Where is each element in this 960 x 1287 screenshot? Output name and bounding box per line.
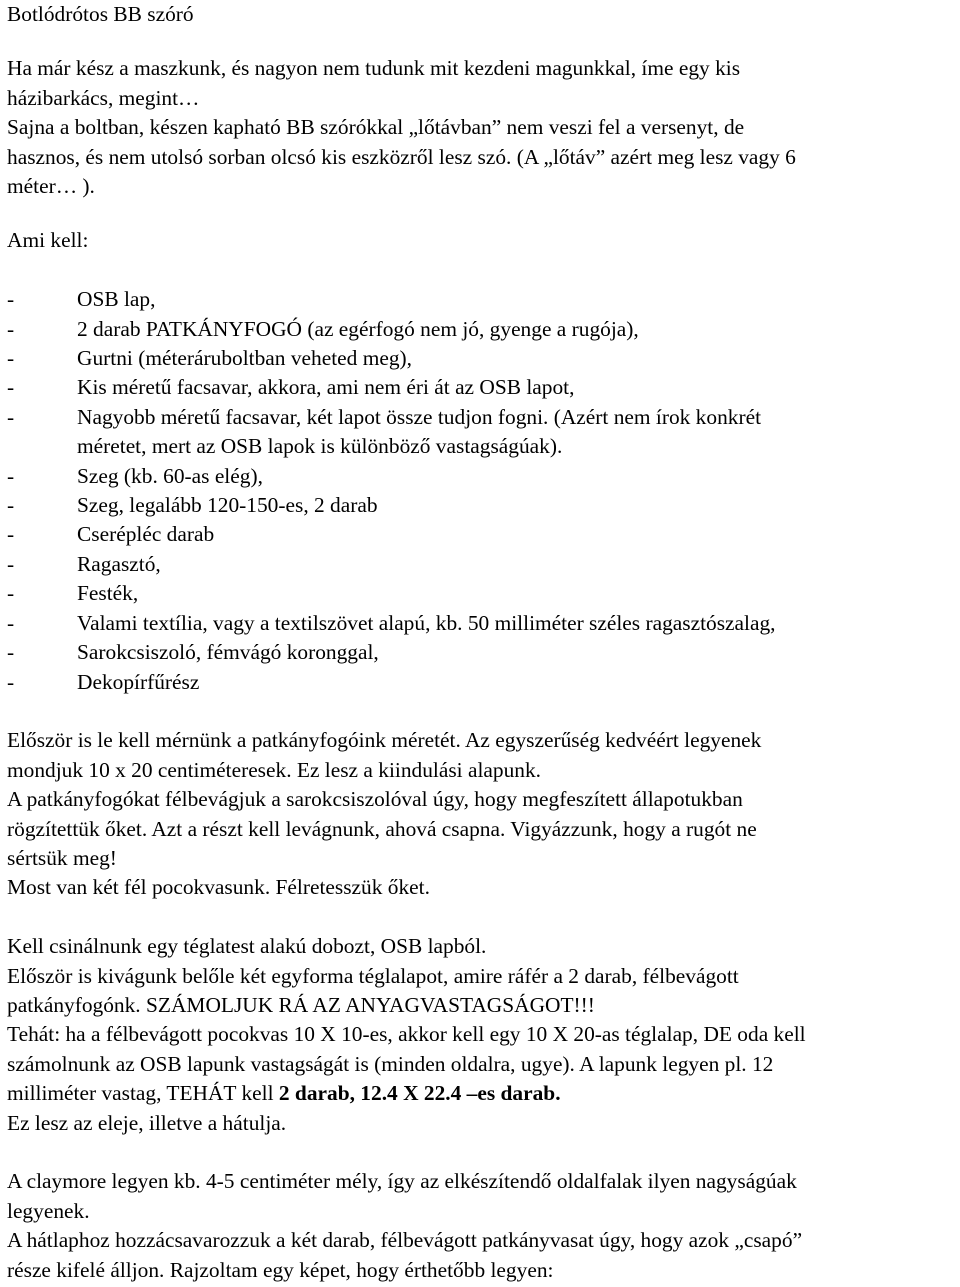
paragraph-line: sértsük meg!: [7, 845, 117, 870]
intro-line: házibarkács, megint…: [7, 85, 200, 110]
list-item: [7, 579, 959, 608]
paragraph-line: Kell csinálnunk egy téglatest alakú dobozt, OSB lapból.: [7, 934, 487, 959]
list-item-text: Valami textília, vagy a textilszövet alapú, kb. 50 milliméter széles ragasztószalag,: [77, 610, 776, 635]
list-item-text: Szeg (kb. 60-as elég),: [77, 463, 263, 488]
document-page: [7, 0, 959, 1285]
paragraph-line: legyenek.: [7, 1198, 90, 1223]
list-dash: -: [7, 316, 15, 341]
paragraph-line: számolnunk az OSB lapunk vastagságát is (minden oldalra, ugye). A lapunk legyen pl. 12: [7, 1051, 774, 1076]
list-item-line: méretet, mert az OSB lapok is különböző vastagságúak).: [77, 434, 563, 459]
list-item: [7, 668, 959, 697]
paragraph-line: része kifelé álljon. Rajzoltam egy képet, hogy érthetőbb legyen:: [7, 1257, 554, 1282]
list-item-text: Ragasztó,: [77, 551, 161, 576]
list-item-text: Szeg, legalább 120-150-es, 2 darab: [77, 493, 378, 518]
paragraph-text: milliméter vastag, TEHÁT kell: [7, 1081, 279, 1106]
bold-dimensions-text: 2 darab, 12.4 X 22.4 –es darab.: [278, 1081, 561, 1106]
list-item-text: Festék,: [77, 581, 139, 606]
list-item-text: Cserépléc darab: [77, 522, 215, 547]
list-item-text: 2 darab PATKÁNYFOGÓ (az egérfogó nem jó, gyenge a rugója),: [77, 316, 639, 341]
list-dash: -: [7, 493, 15, 518]
list-item: [7, 373, 959, 402]
list-item-text: [77, 403, 761, 462]
list-dash: -: [7, 375, 15, 400]
paragraph-line: A hátlaphoz hozzácsavarozzuk a két darab, félbevágott patkányvasat úgy, hogy azok „csapó”: [7, 1228, 803, 1253]
list-dash: -: [7, 463, 15, 488]
list-dash: -: [7, 610, 15, 635]
paragraph-line: mondjuk 10 x 20 centiméteresek. Ez lesz a kiindulási alapunk.: [7, 757, 542, 782]
paragraph-line: Most van két fél pocokvasunk. Félretesszük őket.: [7, 875, 430, 900]
needs-heading: Ami kell:: [7, 228, 89, 253]
paragraph-line: Tehát: ha a félbevágott pocokvas 10 X 10-es, akkor kell egy 10 X 20-as téglalap, DE oda kell: [7, 1022, 806, 1047]
list-item: [7, 491, 959, 520]
intro-line: méter… ).: [7, 174, 95, 199]
box-paragraph: [7, 932, 959, 1138]
paragraph-line: A patkányfogókat félbevágjuk a sarokcsiszolóval úgy, hogy megfeszített állapotukban: [7, 787, 743, 812]
list-dash: -: [7, 287, 15, 312]
list-item-text: Kis méretű facsavar, akkora, ami nem éri át az OSB lapot,: [77, 375, 575, 400]
list-item: [7, 550, 959, 579]
intro-line: Sajna a boltban, készen kapható BB szórókkal „lőtávban” nem veszi fel a versenyt, de: [7, 115, 745, 140]
list-item: [7, 344, 959, 373]
needs-list: [7, 285, 959, 697]
list-dash: -: [7, 346, 15, 371]
list-dash: -: [7, 669, 15, 694]
list-item: [7, 462, 959, 491]
list-item: [7, 638, 959, 667]
list-item-text: OSB lap,: [77, 287, 156, 312]
list-item-text: Gurtni (méteráruboltban veheted meg),: [77, 346, 412, 371]
claymore-paragraph: [7, 1167, 959, 1285]
paragraph-line: rögzítettük őket. Azt a részt kell levágnunk, ahová csapna. Vigyázzunk, hogy a rugót ne: [7, 816, 757, 841]
list-item: [7, 285, 959, 314]
intro-line: hasznos, és nem utolsó sorban olcsó kis eszközről lesz szó. (A „lőtáv” azért meg lesz vagy 6: [7, 144, 796, 169]
paragraph-line: [7, 1079, 959, 1108]
paragraph-line: patkányfogónk. SZÁMOLJUK RÁ AZ ANYAGVASTAGSÁGOT!!!: [7, 992, 595, 1017]
intro-paragraph: [7, 54, 959, 201]
list-dash: -: [7, 581, 15, 606]
list-item: [7, 609, 959, 638]
list-dash: -: [7, 404, 15, 429]
list-item: [7, 520, 959, 549]
document-title: Botlódrótos BB szóró: [7, 2, 194, 26]
list-dash: -: [7, 640, 15, 665]
paragraph-line: Először is le kell mérnünk a patkányfogóink méretét. Az egyszerűség kedvéért legyenek: [7, 728, 762, 753]
list-item-text: Dekopírfűrész: [77, 669, 200, 694]
list-dash: -: [7, 551, 15, 576]
list-item-text: Sarokcsiszoló, fémvágó koronggal,: [77, 640, 379, 665]
measurement-paragraph: [7, 726, 959, 902]
paragraph-line: Először is kivágunk belőle két egyforma téglalapot, amire ráfér a 2 darab, félbevágott: [7, 963, 739, 988]
paragraph-line: A claymore legyen kb. 4-5 centiméter mély, így az elkészítendő oldalfalak ilyen nagyságúak: [7, 1169, 797, 1194]
intro-line: Ha már kész a maszkunk, és nagyon nem tudunk mit kezdeni magunkkal, íme egy kis: [7, 56, 741, 81]
list-item: [7, 403, 959, 462]
paragraph-line: Ez lesz az eleje, illetve a hátulja.: [7, 1110, 287, 1135]
list-item: [7, 315, 959, 344]
list-dash: -: [7, 522, 15, 547]
list-item-line: Nagyobb méretű facsavar, két lapot össze tudjon fogni. (Azért nem írok konkrét: [77, 404, 762, 429]
